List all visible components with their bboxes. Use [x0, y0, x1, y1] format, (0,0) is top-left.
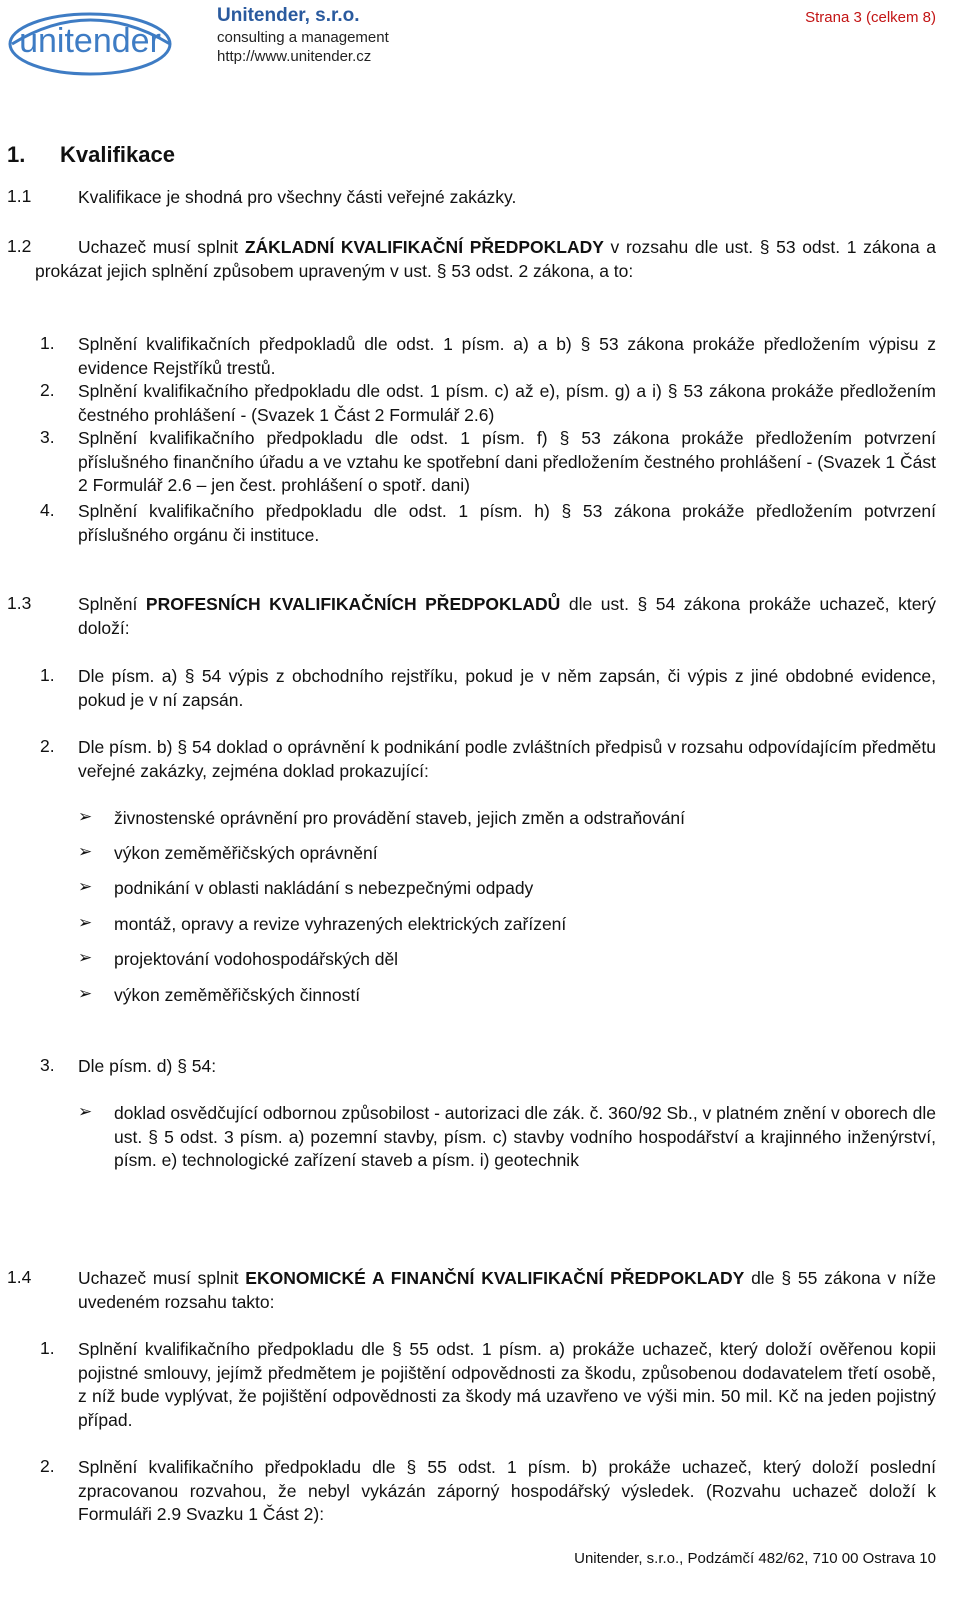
arrow-bullet-icon: ➢: [78, 842, 93, 861]
section-title: Kvalifikace: [60, 142, 175, 167]
list-item: Dle písm. a) § 54 výpis z obchodního rejstříku, pokud je v něm zapsán, či výpis z jiné obdobné evidence, pokud je v ní zapsán.: [78, 666, 936, 710]
list-item: Splnění kvalifikačního předpokladu dle § 55 odst. 1 písm. b) prokáže uchazeč, který doloží poslední zpracovanou rozvahou, že nebyl vykázán záporný hospodářský výsledek. (Rozvahu uchazeč doloží k Formuláři 2.9 Svazku 1 Část 2):: [78, 1457, 936, 1524]
list-number: 4.: [40, 500, 55, 520]
subsection-number: 1.3: [7, 593, 32, 613]
list-item: Dle písm. b) § 54 doklad o oprávnění k podnikání podle zvláštních předpisů v rozsahu odpovídajícím předmětu veřejné zakázky, zejména doklad prokazující:: [78, 737, 936, 781]
list-item: Dle písm. d) § 54:: [78, 1056, 217, 1076]
list-item: Splnění kvalifikačního předpokladu dle odst. 1 písm. h) § 53 zákona prokáže předložením potvrzení příslušného orgánu či instituce.: [78, 501, 936, 545]
bullet-item: živnostenské oprávnění pro provádění staveb, jejich změn a odstraňování: [114, 808, 686, 828]
list-number: 1.: [40, 1338, 55, 1358]
subsection-text: Kvalifikace je shodná pro všechny části veřejné zakázky.: [78, 187, 517, 207]
company-tagline: consulting a management: [217, 29, 389, 46]
list-number: 3.: [40, 1055, 55, 1075]
subsection-text: Splnění PROFESNÍCH KVALIFIKAČNÍCH PŘEDPOKLADŮ dle ust. § 54 zákona prokáže uchazeč, který doloží:: [78, 594, 937, 638]
page-footer: Unitender, s.r.o., Podzámčí 482/62, 710 00 Ostrava 10: [574, 1550, 936, 1567]
arrow-bullet-icon: ➢: [78, 1102, 93, 1121]
arrow-bullet-icon: ➢: [78, 913, 93, 932]
svg-text:unitender: unitender: [19, 22, 161, 60]
subsection-number: 1.2: [7, 236, 32, 256]
subsection-text: Uchazeč musí splnit ZÁKLADNÍ KVALIFIKAČNÍ PŘEDPOKLADY v rozsahu dle ust. § 53 odst. 1 zákona a prokázat jejich splnění způsobem upraveným v ust. § 53 odst. 2 zákona, a to:: [35, 237, 936, 281]
company-logo: [4, 4, 176, 80]
section-number: 1.: [7, 142, 26, 167]
page-number: Strana 3 (celkem 8): [805, 9, 936, 26]
bullet-item: doklad osvědčující odbornou způsobilost - autorizaci dle zák. č. 360/92 Sb., v platném znění v oborech dle ust. § 5 odst. 3 písm. a) pozemní stavby, písm. c) stavby vodního hospodářství a krajinného inženýrství, písm. e) technologické zařízení staveb a písm. i) geotechnik: [114, 1103, 937, 1170]
bullet-item: výkon zeměměřičských oprávnění: [114, 843, 378, 863]
arrow-bullet-icon: ➢: [78, 948, 93, 967]
company-url[interactable]: http://www.unitender.cz: [217, 48, 372, 65]
subsection-number: 1.1: [7, 186, 32, 206]
list-number: 2.: [40, 380, 55, 400]
list-number: 2.: [40, 1456, 55, 1476]
list-item: Splnění kvalifikačního předpokladu dle odst. 1 písm. f) § 53 zákona prokáže předložením potvrzení příslušného finančního úřadu a ve vztahu ke spotřební dani předložením čestného prohlášení - (Svazek 1 Část 2 Formulář 2.6 – jen čest. prohlášení o spotř. dani): [78, 428, 936, 495]
bullet-item: výkon zeměměřičských činností: [114, 985, 361, 1005]
arrow-bullet-icon: ➢: [78, 807, 93, 826]
list-item: Splnění kvalifikačního předpokladu dle § 55 odst. 1 písm. a) prokáže uchazeč, který doloží ověřenou kopii pojistné smlouvy, jejímž předmětem je pojištění odpovědnosti za škodu, způsobenou dodavatelem třetí osobě, z níž bude vyplývat, že pojištění odpovědnosti za škody má uzavřeno ve výši min. 50 mil. Kč na jeden pojistný případ.: [78, 1339, 936, 1430]
list-number: 3.: [40, 427, 55, 447]
bullet-item: projektování vodohospodářských děl: [114, 949, 399, 969]
list-number: 1.: [40, 333, 55, 353]
list-item: Splnění kvalifikačních předpokladů dle odst. 1 písm. a) a b) § 53 zákona prokáže předložením výpisu z evidence Rejstříků trestů.: [78, 334, 936, 378]
company-name: Unitender, s.r.o.: [217, 5, 360, 26]
arrow-bullet-icon: ➢: [78, 984, 93, 1003]
bullet-item: podnikání v oblasti nakládání s nebezpečnými odpady: [114, 878, 534, 898]
arrow-bullet-icon: ➢: [78, 877, 93, 896]
subsection-number: 1.4: [7, 1267, 32, 1287]
bullet-item: montáž, opravy a revize vyhrazených elektrických zařízení: [114, 914, 567, 934]
list-number: 2.: [40, 736, 55, 756]
subsection-text: Uchazeč musí splnit EKONOMICKÉ A FINANČNÍ KVALIFIKAČNÍ PŘEDPOKLADY dle § 55 zákona v níže uvedeném rozsahu takto:: [78, 1268, 936, 1312]
list-number: 1.: [40, 665, 55, 685]
list-item: Splnění kvalifikačního předpokladu dle odst. 1 písm. c) až e), písm. g) a i) § 53 zákona prokáže předložením čestného prohlášení - (Svazek 1 Část 2 Formulář 2.6): [78, 381, 936, 425]
